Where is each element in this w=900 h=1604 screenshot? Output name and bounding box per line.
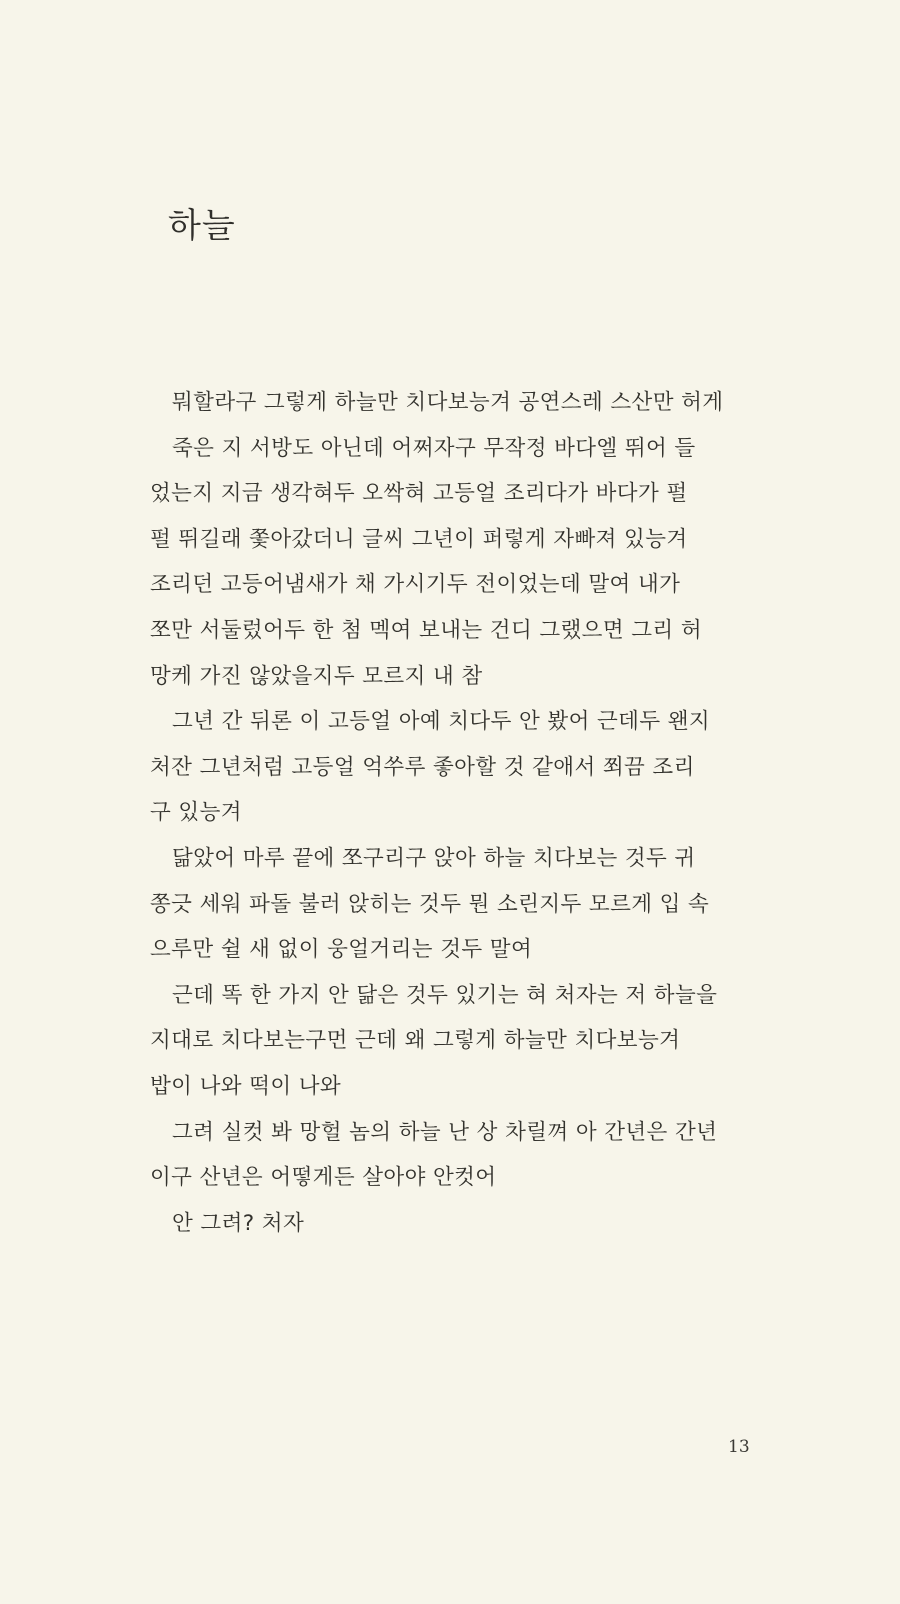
poem-line: 뭐할라구 그렇게 하늘만 치다보능겨 공연스레 스산만 허게 xyxy=(172,390,724,415)
poem-line: 근데 똑 한 가지 안 닮은 것두 있기는 혀 처자는 저 하늘을 xyxy=(172,982,718,1008)
poem-body xyxy=(150,380,760,1246)
poem-line: 망케 가진 않았을지두 모르지 내 참 xyxy=(150,663,483,689)
poem-line: 조리던 고등어냄새가 채 가시기두 전이었는데 말여 내가 xyxy=(150,572,681,598)
poem-title: 하늘 xyxy=(168,206,236,246)
poem-line: 쫑긋 세워 파돌 불러 앉히는 것두 뭔 소린지두 모르게 입 속 xyxy=(150,891,710,917)
poem-line: 그려 실컷 봐 망헐 놈의 하늘 난 상 차릴껴 아 간년은 간년 xyxy=(172,1119,718,1145)
poem-line: 펄 뛰길래 쫓아갔더니 글씨 그년이 퍼렇게 자빠져 있능겨 xyxy=(150,526,688,552)
page-number: 13 xyxy=(728,1437,750,1457)
poem-line: 닮았어 마루 끝에 쪼구리구 앉아 하늘 치다보는 것두 귀 xyxy=(172,845,696,871)
poem-line: 으루만 쉴 새 없이 웅얼거리는 것두 말여 xyxy=(150,937,533,963)
poem-line: 처잔 그년처럼 고등얼 억쑤루 좋아할 것 같애서 쬐끔 조리 xyxy=(150,754,695,780)
poem-line: 그년 간 뒤론 이 고등얼 아예 치다두 안 봤어 근데두 왠지 xyxy=(172,709,711,735)
poem-line: 쪼만 서둘렀어두 한 첨 멕여 보내는 건디 그랬으면 그리 허 xyxy=(150,617,702,643)
poem-line: 지대로 치다보는구먼 근데 왜 그렇게 하늘만 치다보능겨 xyxy=(150,1028,681,1054)
poem-line: 안 그려? 처자 xyxy=(172,1210,305,1236)
poem-line: 밥이 나와 떡이 나와 xyxy=(150,1073,342,1099)
poem-line: 었는지 지금 생각혀두 오싹혀 고등얼 조리다가 바다가 펄 xyxy=(150,481,688,507)
poem-line: 죽은 지 서방도 아닌데 어쩌자구 무작정 바다엘 뛰어 들 xyxy=(172,435,696,461)
poem-line: 이구 산년은 어떻게든 살아야 안컷어 xyxy=(150,1165,497,1191)
poem-line: 구 있능겨 xyxy=(150,800,242,826)
